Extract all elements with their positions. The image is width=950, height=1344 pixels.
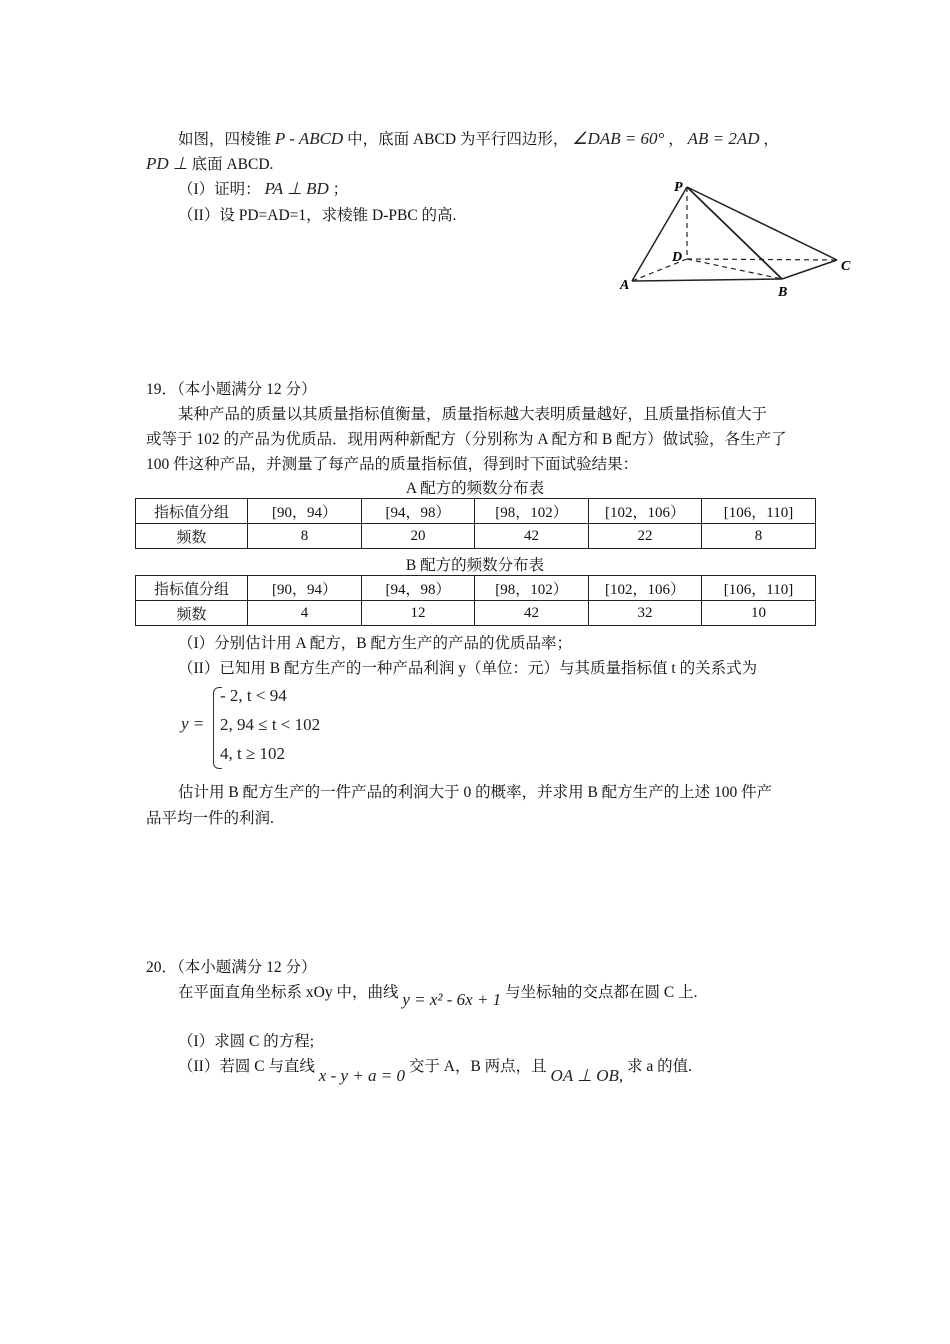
table-a-row-label: 频数 [136,524,248,549]
text: 底面 ABCD. [191,156,274,173]
p19-header: 19．（本小题满分 12 分） [146,381,317,398]
text: ， [668,131,684,148]
math-angle: ∠DAB = 60° [572,129,665,148]
p19-para4: 估计用 B 配方生产的一件产品的利润大于 0 的概率，并求用 B 配方生产的上述 100 件产 [178,784,773,801]
p19-part2: （II）已知用 B 配方生产的一种产品利润 y（单位：元）与其质量指标值 t 的关系式为 [178,660,758,677]
table-a-header-cell: [106，110] [702,499,816,524]
math-pyramid: P - ABCD [274,129,344,148]
p20-header: 20．（本小题满分 12 分） [146,959,317,976]
math-ab: AB = 2AD [687,129,760,148]
text: 如图，四棱锥 [178,131,272,148]
table-a-value-cell: 42 [475,524,589,549]
table-a-caption: A 配方的频数分布表 [405,480,545,497]
text: 在平面直角坐标系 xOy 中，曲线 [178,984,399,1001]
math-oa-perp-ob: OA ⊥ OB, [550,1066,624,1085]
table-b-header-cell: 指标值分组 [136,576,248,601]
p20-part1: （I）求圆 C 的方程; [178,1033,315,1050]
table-b-header-cell: [102，106） [589,576,702,601]
table-b-value-row [136,601,816,626]
edge-pc [687,187,837,260]
label-p: P [674,180,683,195]
text: ； [332,181,349,198]
label-d: D [672,250,683,265]
table-b-header-cell: [90，94） [248,576,362,601]
piecewise-case-3: 4, t ≥ 102 [220,744,286,763]
table-b-header-cell: [98，102） [475,576,589,601]
table-b-header-cell: [106，110] [702,576,816,601]
table-b-row-label: 频数 [136,601,248,626]
p18-line2 [146,152,273,174]
table-a-value-cell: 8 [702,524,816,549]
text: 中，底面 ABCD 为平行四边形， [347,131,569,148]
table-a-header-cell: [102，106） [589,499,702,524]
table-b-header-cell: [94，98） [362,576,475,601]
piecewise-case-1: - 2, t < 94 [220,686,287,705]
table-a-value-cell: 20 [362,524,475,549]
edge-ab [632,279,782,281]
p18-line1 [178,127,779,149]
table-b-value-cell: 4 [248,601,362,626]
table-a-value-cell: 22 [589,524,702,549]
table-a-header-cell: [98，102） [475,499,589,524]
text: （II）若圆 C 与直线 [178,1058,315,1075]
table-b-value-cell: 42 [475,601,589,626]
p18-part1 [178,177,348,199]
table-a-value-cell: 8 [248,524,362,549]
table-b-header-row [136,576,816,601]
text: 与坐标轴的交点都在圆 C 上. [505,984,698,1001]
table-a [135,498,816,549]
text: 交于 A，B 两点，且 [408,1058,547,1075]
math-pa-perp-bd: PA ⊥ BD [264,179,329,198]
pyramid-figure [612,175,862,300]
p20-part2 [178,1054,693,1085]
label-c: C [841,259,851,274]
math-line: x - y + a = 0 [318,1066,405,1085]
table-b-caption: B 配方的频数分布表 [405,557,545,574]
p18-part2: （II）设 PD=AD=1，求棱锥 D-PBC 的高. [178,207,457,224]
edge-pa [632,187,687,281]
p19-para2: 或等于 102 的产品为优质品．现用两种新配方（分别称为 A 配方和 B 配方）做试验，各生产了 [146,431,787,448]
text: 求 a 的值. [627,1058,693,1075]
math-pd-perp: PD ⊥ [146,154,188,173]
math-curve: y = x² - 6x + 1 [402,990,502,1009]
edge-db [687,259,782,279]
p19-para5: 品平均一件的利润. [146,810,274,827]
p19-para1: 某种产品的质量以其质量指标值衡量，质量指标越大表明质量越好，且质量指标值大于 [178,406,768,423]
edge-bc [782,260,837,279]
piecewise-lhs: y = [181,714,205,733]
p19-part1: （I）分别估计用 A 配方，B 配方生产的产品的优质品率； [178,635,572,652]
piecewise-case-2: 2, 94 ≤ t < 102 [220,715,321,734]
text: （I）证明： [178,181,261,198]
p20-line1 [178,980,698,1009]
table-b-value-cell: 12 [362,601,475,626]
table-b-value-cell: 32 [589,601,702,626]
table-a-header-cell: 指标值分组 [136,499,248,524]
edge-pb [687,187,782,279]
table-b [135,575,816,626]
table-b-value-cell: 10 [702,601,816,626]
table-a-header-row [136,499,816,524]
table-a-header-cell: [90，94） [248,499,362,524]
text: ， [763,131,779,148]
table-a-header-cell: [94，98） [362,499,475,524]
p19-para3: 100 件这种产品，并测量了每产品的质量指标值，得到时下面试验结果： [146,456,639,473]
edge-dc [687,259,837,260]
label-a: A [620,278,630,293]
label-b: B [778,285,788,300]
table-a-value-row [136,524,816,549]
